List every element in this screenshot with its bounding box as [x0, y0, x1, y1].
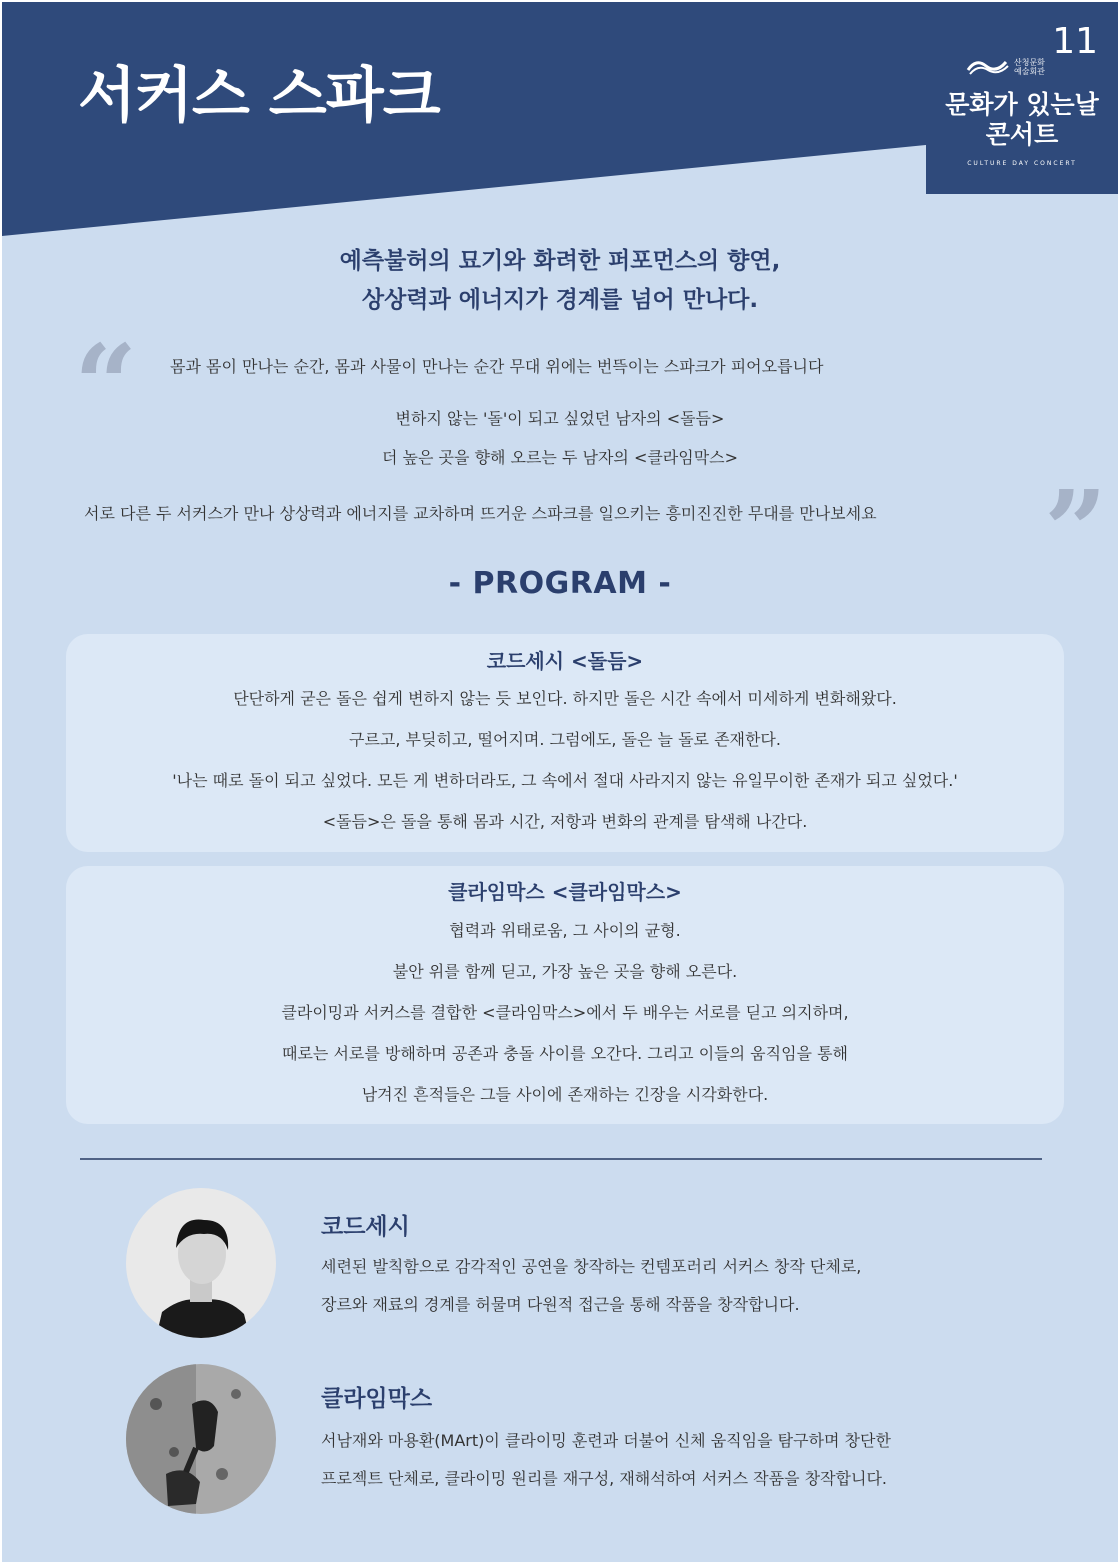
program-title: 클라임막스 <클라임막스> [448, 880, 682, 904]
brand-logo [964, 54, 1084, 80]
headline [2, 242, 1118, 320]
program-line: 단단하게 굳은 돌은 쉽게 변하지 않는 듯 보인다. 하지만 돌은 시간 속에서 미세하게 변화해왔다. [233, 689, 897, 708]
program-line: '나는 때로 돌이 되고 싶었다. 모든 게 변하더라도, 그 속에서 절대 사라지지 않는 유일무이한 존재가 되고 싶었다.' [172, 771, 958, 790]
intro-line: 더 높은 곳을 향해 오르는 두 남자의 <클라임막스> [381, 448, 739, 467]
brand-title: 문화가 있는날 콘서트 [945, 90, 1099, 149]
program-heading: - PROGRAM - [448, 566, 672, 601]
headline-line: 예측불허의 묘기와 화려한 퍼포먼스의 향연, [339, 248, 781, 274]
brand-subtitle: CULTURE DAY CONCERT [967, 160, 1077, 167]
performer-description-line: 프로젝트 단체로, 클라이밍 원리를 재구성, 재해석하여 서커스 작품을 창작합니다. [321, 1469, 887, 1488]
climbing-photo-icon [126, 1364, 276, 1514]
section-divider [80, 1158, 1042, 1160]
program-card [66, 866, 1064, 1124]
program-line: 때로는 서로를 방해하며 공존과 충돌 사이를 오간다. 그리고 이들의 움직임을 통해 [282, 1044, 848, 1063]
performer-name: 코드세시 [321, 1214, 410, 1240]
performer-description [321, 1422, 891, 1498]
brand-logo-text: 산청문화 예술회관 [1014, 58, 1045, 76]
performer-description-line: 장르와 재료의 경계를 허물며 다원적 접근을 통해 작품을 창작합니다. [321, 1295, 800, 1314]
open-quote-icon: “ [74, 320, 138, 449]
program-line: 협력과 위태로움, 그 사이의 균형. [449, 921, 681, 940]
performer-portrait-icon [126, 1188, 276, 1338]
performer-name: 클라임막스 [321, 1386, 433, 1412]
program-line: 클라이밍과 서커스를 결합한 <클라임막스>에서 두 배우는 서로를 딛고 의지하며, [281, 1003, 849, 1022]
close-quote-icon: ” [1044, 466, 1108, 595]
program-title: 코드세시 <돌듬> [486, 649, 644, 673]
page-title: 서커스 스파크 [78, 61, 440, 131]
program-line: <돌듬>은 돌을 통해 몸과 시간, 저항과 변화의 관계를 탐색해 나간다. [322, 812, 808, 831]
wave-logo-icon [966, 56, 1010, 76]
performer-description-line: 서남재와 마용환(MArt)이 클라이밍 훈련과 더불어 신체 움직임을 탐구하며 창단한 [321, 1431, 891, 1450]
performer-description-line: 세련된 발칙함으로 감각적인 공연을 창작하는 컨템포러리 서커스 창작 단체로, [321, 1257, 862, 1276]
headline-line: 상상력과 에너지가 경계를 넘어 만나다. [361, 287, 759, 313]
program-line: 구르고, 부딪히고, 떨어지며. 그럼에도, 돌은 늘 돌로 존재한다. [349, 730, 781, 749]
performer-description [321, 1248, 861, 1324]
performer-photo [126, 1188, 276, 1338]
program-line: 불안 위를 함께 딛고, 가장 높은 곳을 향해 오른다. [392, 962, 738, 981]
intro-line: 변하지 않는 '돌'이 되고 싶었던 남자의 <돌듬> [395, 409, 725, 428]
page-number: 11 [1052, 21, 1098, 62]
brand-block [926, 42, 1118, 194]
intro-line: 몸과 몸이 만나는 순간, 몸과 사물이 만나는 순간 무대 위에는 번뜩이는 스파크가 피어오릅니다 [170, 357, 824, 376]
intro-line: 서로 다른 두 서커스가 만나 상상력과 에너지를 교차하며 뜨거운 스파크를 일으키는 흥미진진한 무대를 만나보세요 [84, 504, 877, 523]
program-line: 남겨진 흔적들은 그들 사이에 존재하는 긴장을 시각화한다. [361, 1085, 769, 1104]
poster-page [2, 2, 1118, 1562]
program-card [66, 634, 1064, 852]
performer-photo [126, 1364, 276, 1514]
